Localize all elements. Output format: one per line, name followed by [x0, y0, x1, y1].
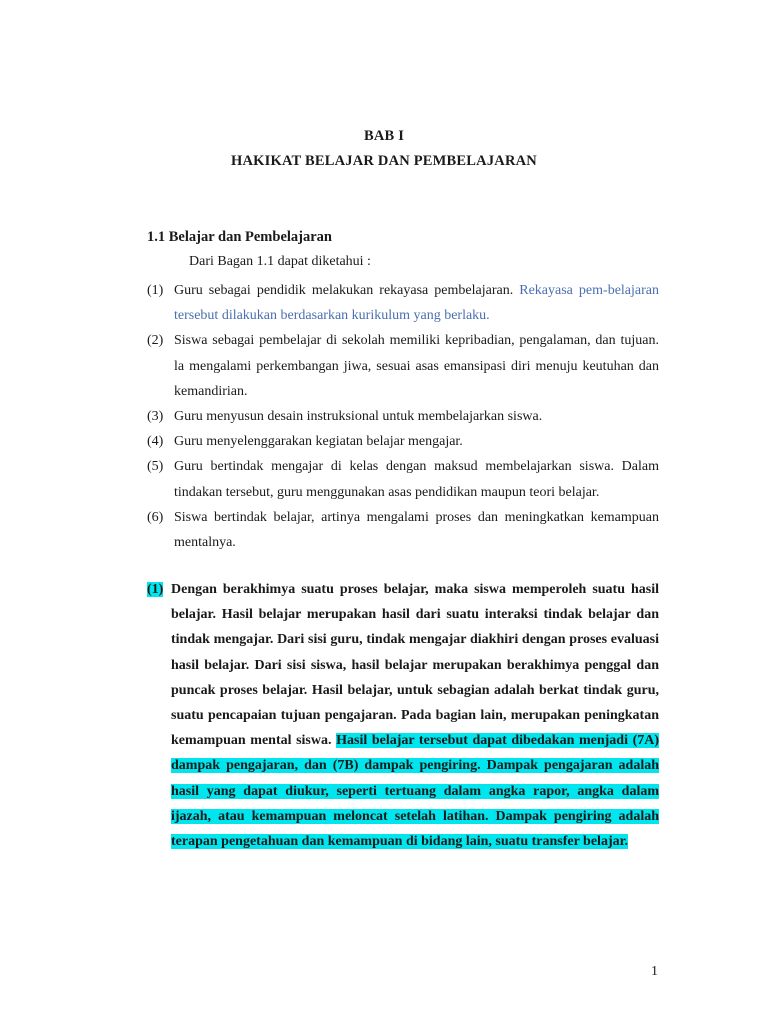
list-item-number: (1): [147, 283, 164, 298]
list-item: [147, 328, 659, 404]
list-item-text: Guru menyelenggarakan kegiatan belajar mengajar.: [174, 434, 463, 450]
list-item-text: Siswa bertindak belajar, artinya mengalami proses dan meningkatkan kemampuan mentalnya.: [174, 509, 659, 551]
list-item-number: (2): [147, 333, 164, 349]
list-item: [147, 454, 659, 504]
list-item-blue-text: Rekayasa pem-belajaran tersebut dilakukan berdasarkan kurikulum yang berlaku.: [174, 283, 659, 324]
list-item-text: Guru bertindak mengajar di kelas dengan maksud membelajarkan siswa. Dalam tindakan tersebut, guru menggunakan asas pendidikan maupun teori belajar.: [174, 459, 659, 500]
list-item-text: Guru sebagai pendidik melakukan rekayasa pembelajaran. Rekayasa pem-belajaran tersebut dilakukan berdasarkan kurikulum yang berlaku.: [174, 283, 659, 324]
list-item-number: (3): [147, 409, 164, 425]
list-item: [147, 429, 659, 454]
intro-text: Dari Bagan 1.1 dapat diketahui :: [189, 254, 371, 269]
bold-list-item-number: (1): [147, 582, 164, 597]
chapter-title: HAKIKAT BELAJAR DAN PEMBELAJARAN: [231, 153, 537, 169]
list-item-text: Siswa sebagai pembelajar di sekolah memiliki kepribadian, pengalaman, dan tujuan. la mengalami perkembangan jiwa, sesuai asas emansipasi diri menuju keutuhan dan kemandirian.: [174, 333, 659, 399]
list-item-number: (4): [147, 434, 164, 450]
list-item-number: (5): [147, 459, 164, 475]
chapter-heading: BAB I: [363, 128, 405, 144]
list-item: [147, 278, 659, 328]
list-item: [147, 505, 659, 555]
list-item-text: Guru menyusun desain instruksional untuk membelajarkan siswa.: [174, 409, 543, 425]
bold-list-item: [147, 577, 659, 854]
list-item-number: (6): [147, 509, 164, 525]
list-item: [147, 404, 659, 429]
page-number: 1: [651, 964, 658, 979]
highlighted-text: Hasil belajar tersebut dapat dibedakan menjadi (7A) dampak pengajaran, dan (7B) dampak pengiring. Dampak pengajaran adalah hasil yang dapat diukur, seperti tertuang dalam angka rapor, angka dalam ijazah, atau kemampuan meloncat setelah latihan. Dampak pengiring adalah terapan pengetahuan dan kemampuan di bidang lain, suatu transfer belajar.: [171, 733, 660, 850]
bold-list-item-text: Dengan berakhimya suatu proses belajar, maka siswa memperoleh suatu hasil belajar. Hasil belajar merupakan hasil dari suatu interaksi tindak belajar dan tindak mengajar. Dari sisi guru, tindak mengajar diakhiri dengan proses evaluasi hasil belajar. Dari sisi siswa, hasil belajar merupakan berakhimya penggal dan puncak proses belajar. Hasil belajar, untuk sebagian adalah berkat tindak guru, suatu pencapaian tujuan pengajaran. Pada bagian lain, merupakan peningkatan kemampuan mental siswa. Hasil belajar tersebut dapat dibedakan menjadi (7A) dampak pengajaran, dan (7B) dampak pengiring. Dampak pengajaran adalah hasil yang dapat diukur, seperti tertuang dalam angka rapor, angka dalam ijazah, atau kemampuan meloncat setelah latihan. Dampak pengiring adalah terapan pengetahuan dan kemampuan di bidang lain, suatu transfer belajar.: [171, 582, 660, 850]
numbered-list: [147, 278, 659, 555]
section-title: 1.1 Belajar dan Pembelajaran: [147, 229, 332, 245]
